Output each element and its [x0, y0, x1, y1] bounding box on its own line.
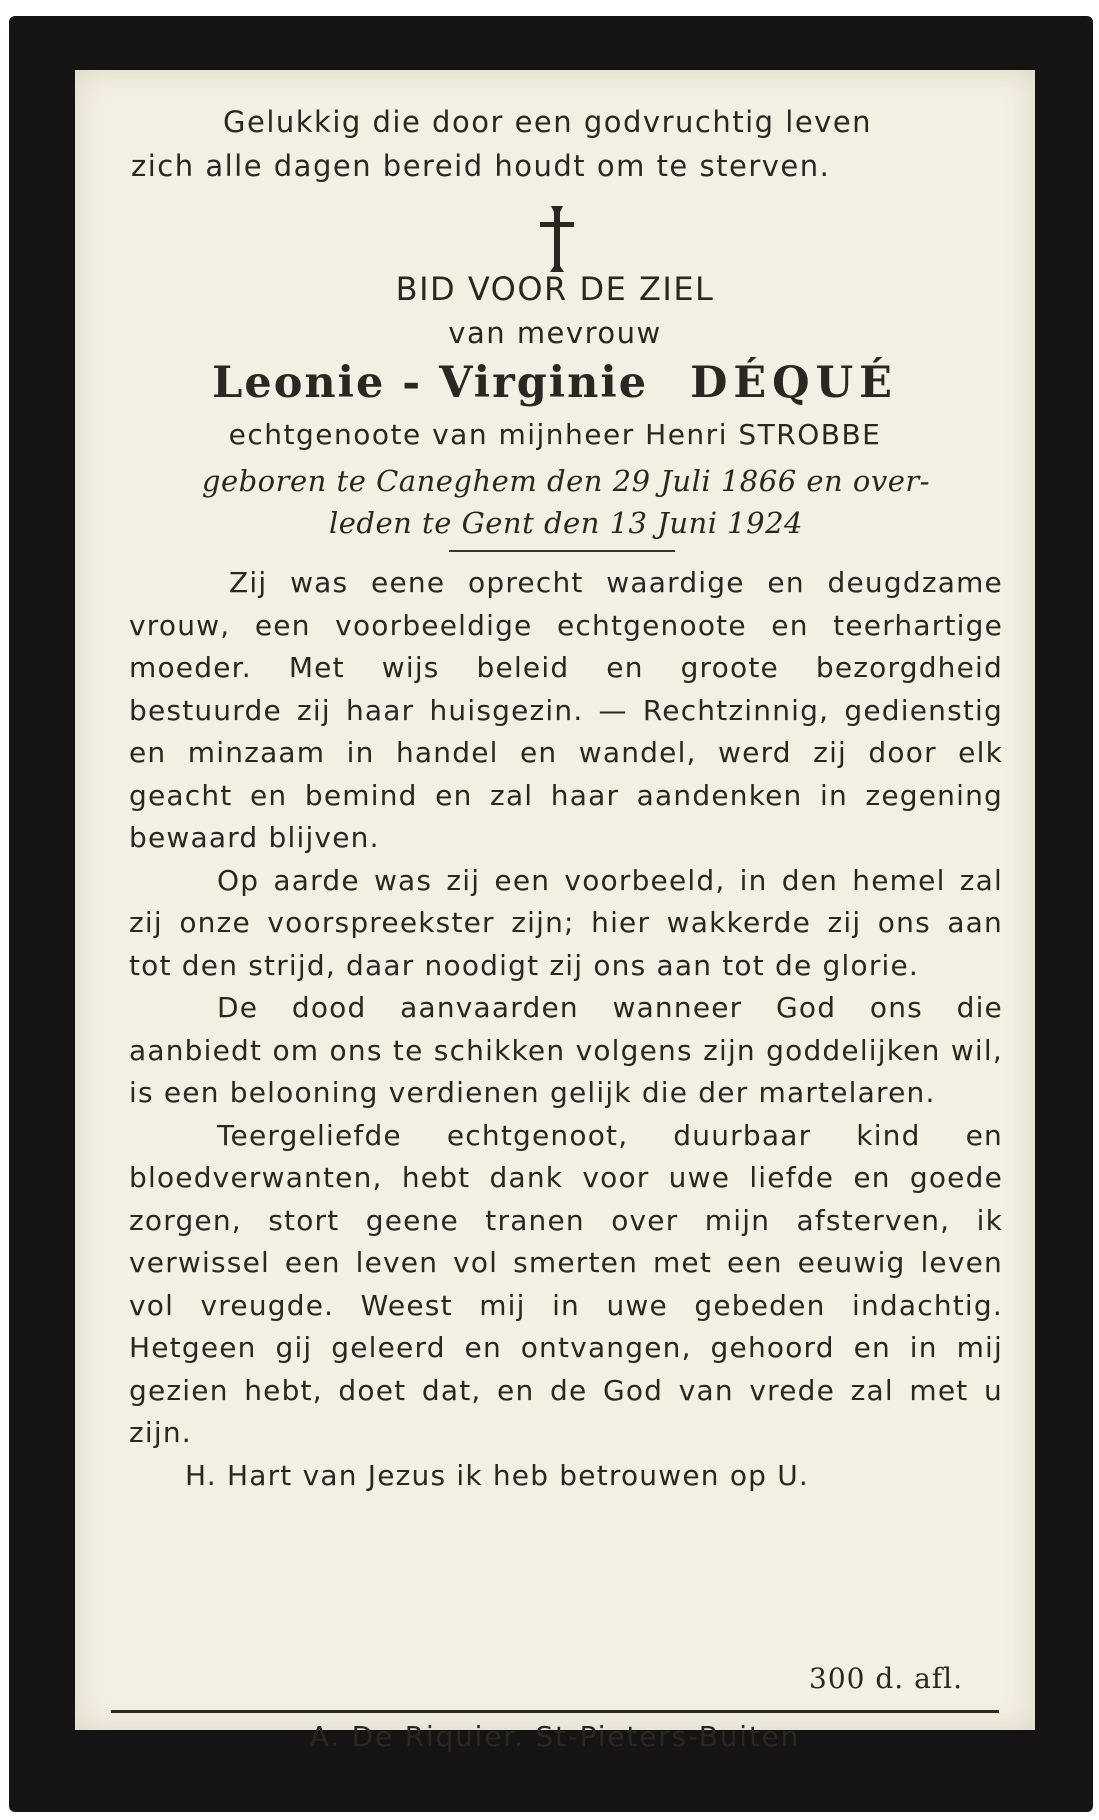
- verse-line-1: Gelukkig die door een godvruchtig leven: [223, 105, 873, 139]
- closing-prayer: H. Hart van Jezus ik heb betrouwen op U.: [185, 1458, 810, 1492]
- salutation: van mevrouw: [448, 316, 662, 350]
- indulgence-note: 300 d. afl.: [809, 1662, 963, 1695]
- eulogy-paragraph-1: Zij was eene oprecht waardige en deugdzame vrouw, een voorbeeldige echtgenoote en teerhartige moeder. Met wijs beleid en groote bezorgdheid bestuurde zij haar huisgezin. — Rechtzinnig, gedienstig en minzaam in handel en wandel, werd zij door elk geacht en bemind en zal haar aandenken in zegening bewaard blijven.: [129, 566, 1003, 854]
- prayer-heading: BID VOOR DE ZIEL: [395, 270, 715, 308]
- eulogy-paragraph-3: De dood aanvaarden wanneer God ons die aanbiedt om ons te schikken volgens zijn goddelijken wil, is een belooning verdienen gelijk die der martelaren.: [129, 991, 1003, 1109]
- memorial-card-paper: [75, 70, 1035, 1753]
- spouse-line: echtgenoote van mijnheer Henri STROBBE: [228, 418, 882, 451]
- latin-cross-icon: [537, 200, 577, 278]
- footer-rule: [111, 1710, 999, 1713]
- birth-death-dates: [131, 460, 1001, 544]
- memorial-card-border: [9, 16, 1093, 1812]
- deceased-surname: DÉQUÉ: [690, 358, 898, 408]
- divider-rule: [449, 550, 675, 552]
- verse-line-2: zich alle dagen bereid houdt om te sterven.: [131, 149, 831, 183]
- eulogy-text: [129, 562, 1003, 1497]
- deceased-given-names: Leonie - Virginie: [212, 358, 649, 408]
- eulogy-paragraph-4: Teergeliefde echtgenoot, duurbaar kind en bloedverwanten, hebt dank voor uwe liefde en goede zorgen, stort geene tranen over mijn afsterven, ik verwissel een leven vol smerten met een eeuwig leven vol vreugde. Weest mij in uwe gebeden indachtig. Hetgeen gij geleerd en ontvangen, gehoord en in mij gezien hebt, doet dat, en de God van vrede zal met u zijn.: [129, 1118, 1003, 1449]
- dates-line-1: geboren te Caneghem den 29 Juli 1866 en over-: [201, 464, 931, 498]
- deceased-name: [75, 358, 1035, 408]
- dates-line-2: leden te Gent den 13 Juni 1924: [329, 506, 803, 540]
- eulogy-paragraph-2: Op aarde was zij een voorbeeld, in den hemel zal zij onze voorspreekster zijn; hier wakkerde zij ons aan tot den strijd, daar noodigt zij ons aan tot de glorie.: [129, 863, 1003, 982]
- printer-imprint: A. De Riquier. St-Pieters-Buiten: [309, 1720, 801, 1753]
